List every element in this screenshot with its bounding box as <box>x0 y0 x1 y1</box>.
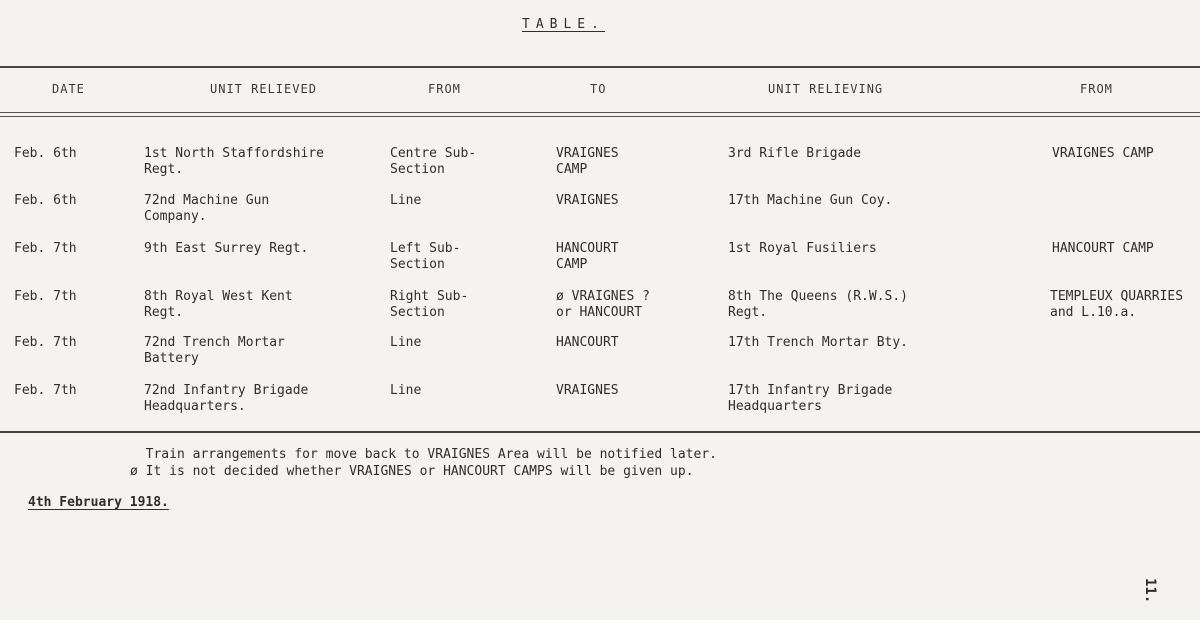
cell-unit-relieved: 72nd Infantry Brigade Headquarters. <box>144 383 309 414</box>
cell-from: Left Sub- Section <box>390 241 461 272</box>
table-bottom-rule <box>0 431 1200 433</box>
cell-unit-relieved: 9th East Surrey Regt. <box>144 241 309 256</box>
cell-date: Feb. 6th <box>14 193 77 208</box>
table-top-rule <box>0 66 1200 68</box>
cell-date: Feb. 7th <box>14 241 77 256</box>
header-unit-relieved: UNIT RELIEVED <box>210 82 317 96</box>
header-unit-relieving: UNIT RELIEVING <box>768 82 884 96</box>
cell-unit-relieved: 72nd Machine Gun Company. <box>144 193 270 224</box>
cell-from-2: HANCOURT CAMP <box>1052 241 1154 256</box>
cell-unit-relieving: 8th The Queens (R.W.S.) Regt. <box>728 289 909 320</box>
cell-from: Right Sub- Section <box>390 289 469 320</box>
cell-unit-relieving: 17th Machine Gun Coy. <box>728 193 893 208</box>
cell-from: Line <box>390 335 422 350</box>
header-from: FROM <box>428 82 461 96</box>
date-line: 4th February 1918. <box>28 495 169 510</box>
cell-to: ø VRAIGNES ? or HANCOURT <box>556 289 650 320</box>
cell-date: Feb. 7th <box>14 335 77 350</box>
cell-from-2: TEMPLEUX QUARRIES and L.10.a. <box>1050 289 1184 320</box>
cell-to: VRAIGNES CAMP <box>556 146 619 177</box>
page-title: TABLE. <box>522 17 605 32</box>
cell-unit-relieving: 3rd Rifle Brigade <box>728 146 862 161</box>
cell-date: Feb. 6th <box>14 146 77 161</box>
header-date: DATE <box>52 82 85 96</box>
cell-date: Feb. 7th <box>14 289 77 304</box>
cell-from: Line <box>390 383 422 398</box>
cell-to: VRAIGNES <box>556 193 619 208</box>
cell-to: VRAIGNES <box>556 383 619 398</box>
cell-unit-relieving: 17th Trench Mortar Bty. <box>728 335 909 350</box>
note-camps: ø It is not decided whether VRAIGNES or HANCOURT CAMPS will be given up. <box>130 464 694 479</box>
note-train: Train arrangements for move back to VRAIGNES Area will be notified later. <box>130 447 717 462</box>
header-bottom-rule <box>0 112 1200 113</box>
header-bottom-rule-2 <box>0 116 1200 117</box>
cell-unit-relieving: 1st Royal Fusiliers <box>728 241 877 256</box>
cell-unit-relieving: 17th Infantry Brigade Headquarters <box>728 383 893 414</box>
header-to: TO <box>590 82 607 96</box>
cell-unit-relieved: 72nd Trench Mortar Battery <box>144 335 285 366</box>
cell-unit-relieved: 1st North Staffordshire Regt. <box>144 146 325 177</box>
cell-to: HANCOURT CAMP <box>556 241 619 272</box>
page-number: 11. <box>1142 578 1158 604</box>
cell-unit-relieved: 8th Royal West Kent Regt. <box>144 289 293 320</box>
cell-date: Feb. 7th <box>14 383 77 398</box>
cell-to: HANCOURT <box>556 335 619 350</box>
cell-from-2: VRAIGNES CAMP <box>1052 146 1154 161</box>
header-from-2: FROM <box>1080 82 1113 96</box>
cell-from: Centre Sub- Section <box>390 146 477 177</box>
cell-from: Line <box>390 193 422 208</box>
